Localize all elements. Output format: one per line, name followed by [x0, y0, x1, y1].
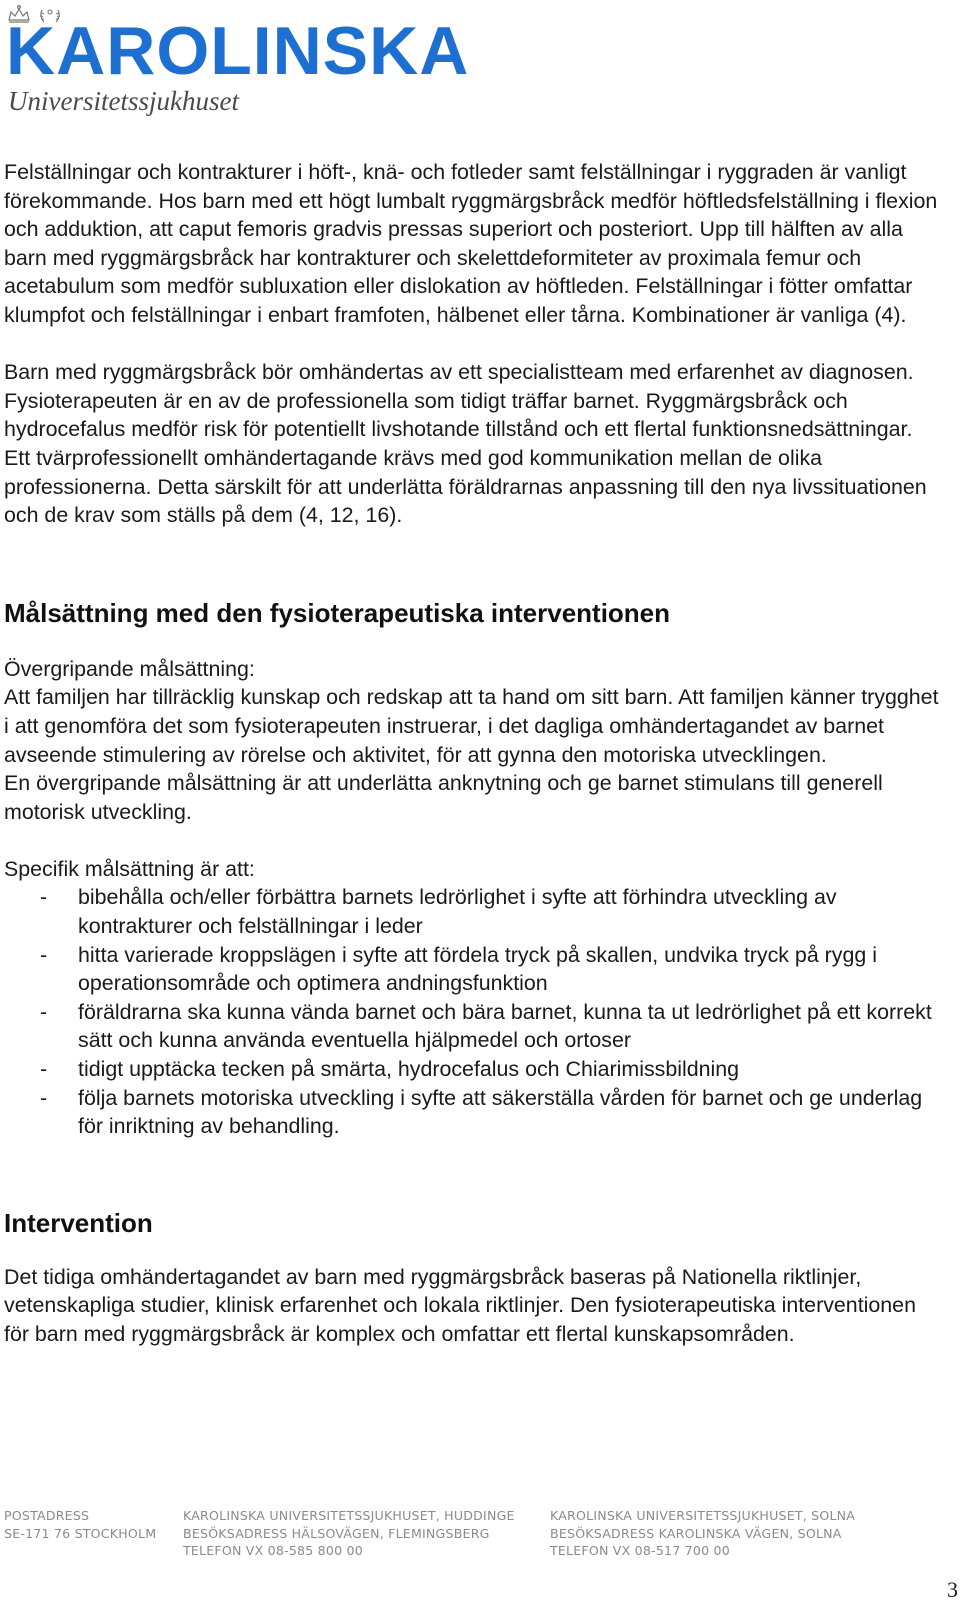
- dash-bullet: -: [40, 885, 48, 910]
- footer-huddinge-address: KAROLINSKA UNIVERSITETSSJUKHUSET, HUDDINGE BESÖKSADRESS HÄLSOVÄGEN, FLEMINGSBERG TELEFON VX 08-585 800 00: [183, 1508, 515, 1558]
- logo-subtitle: Universitetssjukhuset: [8, 86, 239, 116]
- hospital-logo: [6, 4, 526, 120]
- paragraph-intervention: Det tidiga omhändertagandet av barn med ryggmärgsbråck baseras på Nationella riktlinjer, vetenskapliga studier, klinisk erfarenhet och lokala riktlinjer. Den fysioterapeutiska interventionen för barn med ryggmärgsbråck är komplex och omfattar ett flertal kunskapsområden.: [4, 1264, 916, 1346]
- list-item: - bibehålla och/eller förbättra barnets ledrörlighet i syfte att förhindra utveckling av kontrakturer och felställningar i leder: [40, 885, 837, 939]
- specific-goal-list: [4, 883, 944, 1140]
- section-heading-intervention: Intervention: [4, 1207, 153, 1238]
- paragraph-specialist-team: Barn med ryggmärgsbråck bör omhändertas av ett specialistteam med erfarenhet av diagnosen. Fysioterapeuten är en av de professionella som tidigt träffar barnet. Ryggmärgsbråck och hydrocefalus medför risk för potentiellt livshotande tillstånd och ett flertal funktionsnedsättningar. Ett tvärprofessionellt omhändertagande krävs med god kommunikation mellan de olika professionerna. Detta särskilt för att underlätta föräldrarnas anpassning till den nya livssituationen och de krav som ställs på dem (4, 12, 16).: [4, 360, 927, 528]
- overall-goal-label: Övergripande målsättning:: [4, 656, 255, 681]
- section-heading-goals: Målsättning med den fysioterapeutiska interventionen: [4, 597, 671, 628]
- specific-goal-label: Specifik målsättning är att:: [4, 856, 255, 881]
- list-item: - hitta varierade kroppslägen i syfte att fördela tryck på skallen, undvika tryck på rygg i operationsområde och optimera andningsfunktion: [40, 942, 877, 996]
- footer-postal-address: POSTADRESS SE-171 76 STOCKHOLM: [4, 1508, 157, 1541]
- dash-bullet: -: [40, 1085, 48, 1110]
- list-item: - tidigt upptäcka tecken på smärta, hydrocefalus och Chiarimissbildning: [4, 1055, 944, 1084]
- list-item: - föräldrarna ska kunna vända barnet och bära barnet, kunna ta ut ledrörlighet på ett korrekt sätt och kunna använda eventuella hjälpmedel och ortoser: [40, 999, 932, 1053]
- paragraph-deformities: Felställningar och kontrakturer i höft-, knä- och fotleder samt felställningar i ryggraden är vanligt förekommande. Hos barn med ett högt lumbalt ryggmärgsbråck medför höftledsfelställning i flexion och adduktion, att caput femoris gradvis pressas superiort och posteriort. Upp till hälften av alla barn med ryggmärgsbråck har kontrakturer och skelettdeformiteter av proximala femur och acetabulum som medför subluxation eller dislokation av höftleden. Felställningar i fötter omfattar klumpfot och felställningar i enbart framfoten, hälbenet eller tårna. Kombinationer är vanliga (4).: [4, 160, 938, 327]
- overall-goal-text: Att familjen har tillräcklig kunskap och redskap att ta hand om sitt barn. Att familjen känner trygghet i att genomföra det som fysioterapeuten instruerar, i det dagliga omhändertagandet av barnet avseende stimulering av rörelse och aktivitet, för att gynna den motoriska utvecklingen.: [4, 685, 939, 767]
- footer-solna-address: KAROLINSKA UNIVERSITETSSJUKHUSET, SOLNA BESÖKSADRESS KAROLINSKA VÄGEN, SOLNA TELEFON VX 08-517 700 00: [550, 1508, 856, 1558]
- overall-goal-text-2: En övergripande målsättning är att underlätta anknytning och ge barnet stimulans till generell motorisk utveckling.: [4, 771, 883, 824]
- dash-bullet: -: [40, 999, 48, 1024]
- dash-bullet: -: [40, 942, 48, 967]
- dash-bullet: -: [40, 1057, 48, 1082]
- page-number: 3: [947, 1577, 958, 1602]
- logo-wordmark: KAROLINSKA: [6, 13, 470, 89]
- document-body: [4, 158, 944, 1349]
- list-item: - följa barnets motoriska utveckling i syfte att säkerställa vården för barnet och ge underlag för inriktning av behandling.: [40, 1085, 923, 1139]
- page-footer: [4, 1507, 954, 1607]
